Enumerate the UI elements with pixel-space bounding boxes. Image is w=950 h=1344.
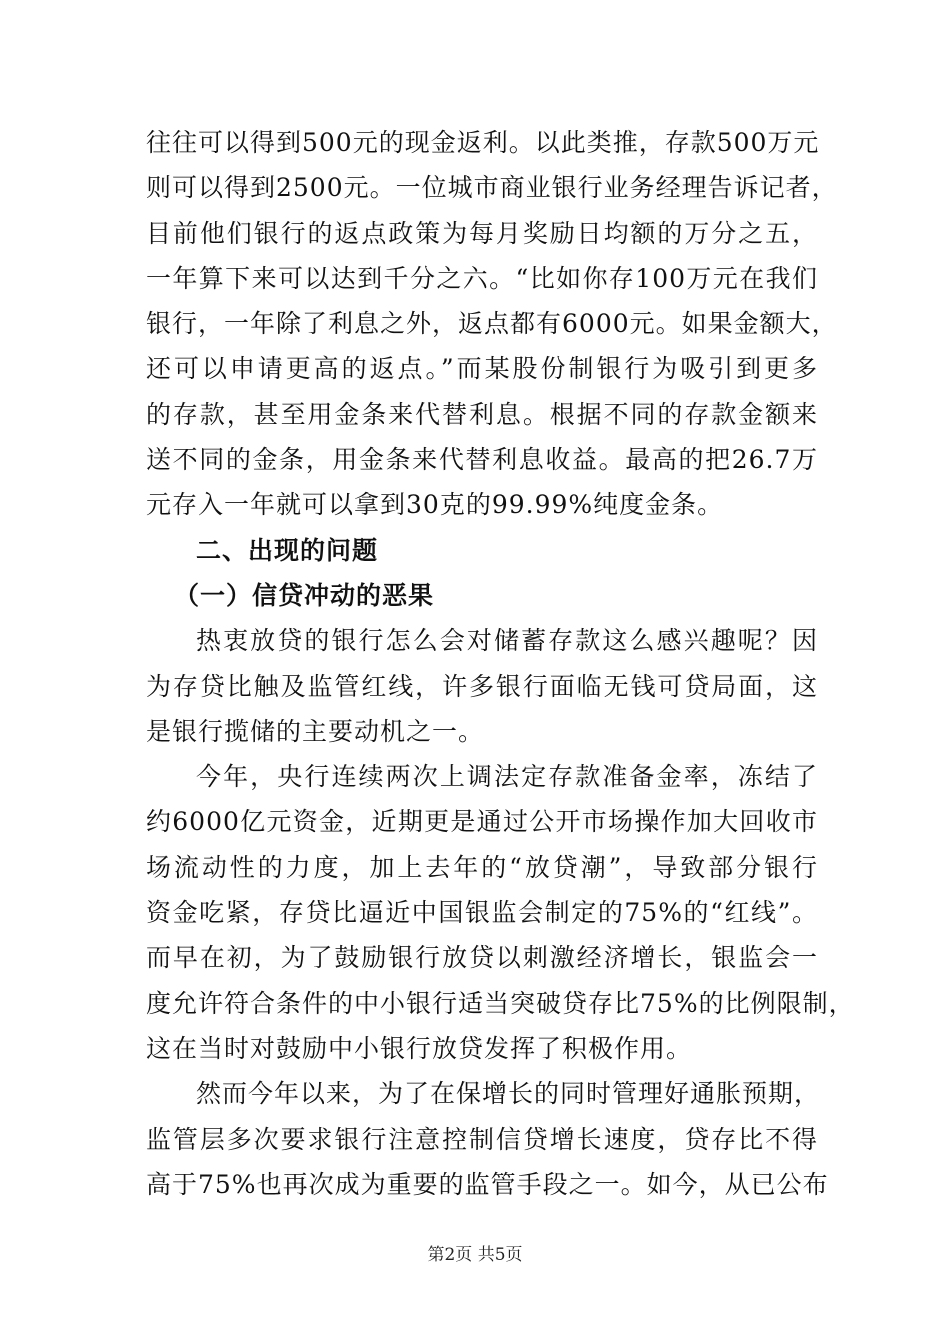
paragraph-line: 元存入一年就可以拿到30克的99.99%纯度金条。 (146, 490, 724, 520)
paragraph-line: 高于75%也再次成为重要的监管手段之一。如今，从已公布 (146, 1169, 829, 1199)
paragraph-line: 约6000亿元资金，近期更是通过公开市场操作加大回收市 (146, 807, 818, 837)
paragraph-line: 还可以申请更高的返点。”而某股份制银行为吸引到更多 (146, 354, 818, 384)
section-heading: 二、出现的问题 (196, 535, 379, 565)
paragraph-line: 资金吃紧，存贷比逼近中国银监会制定的75%的“红线”。 (146, 898, 818, 928)
paragraph-line: 今年，央行连续两次上调法定存款准备金率，冻结了 (196, 762, 818, 792)
paragraph-line: 一年算下来可以达到千分之六。“比如你存100万元在我们 (146, 263, 818, 293)
document-body (146, 120, 855, 1207)
paragraph-line: 往往可以得到500元的现金返利。以此类推，存款500万元 (146, 128, 820, 157)
paragraph-line: 度允许符合条件的中小银行适当突破贷存比75%的比例限制， (146, 988, 855, 1018)
paragraph-line: 银行，一年除了利息之外，返点都有6000元。如果金额大， (146, 309, 838, 339)
paragraph-line: 监管层多次要求银行注意控制信贷增长速度，贷存比不得 (146, 1124, 818, 1154)
subsection-heading: （一）信贷冲动的恶果 (174, 580, 435, 610)
paragraph-line: 场流动性的力度，加上去年的“放贷潮”，导致部分银行 (146, 852, 818, 882)
paragraph-line: 的存款，甚至用金条来代替利息。根据不同的存款金额来 (146, 399, 818, 429)
paragraph-line: 热衷放贷的银行怎么会对储蓄存款这么感兴趣呢？因 (196, 626, 818, 656)
paragraph-line: 然而今年以来，为了在保增长的同时管理好通胀预期， (196, 1079, 821, 1109)
paragraph-line: 则可以得到2500元。一位城市商业银行业务经理告诉记者， (146, 173, 838, 203)
paragraph-line: 目前他们银行的返点政策为每月奖励日均额的万分之五， (146, 218, 818, 248)
page-number-footer: 第2页 共5页 (427, 1245, 523, 1265)
paragraph-line: 为存贷比触及监管红线，许多银行面临无钱可贷局面，这 (146, 671, 818, 701)
paragraph-line: 送不同的金条，用金条来代替利息收益。最高的把26.7万 (146, 445, 818, 475)
paragraph-line: 这在当时对鼓励中小银行放贷发挥了积极作用。 (146, 1033, 693, 1063)
paragraph-line: 是银行揽储的主要动机之一。 (146, 716, 485, 746)
paragraph-line: 而早在初，为了鼓励银行放贷以刺激经济增长，银监会一 (146, 943, 818, 973)
